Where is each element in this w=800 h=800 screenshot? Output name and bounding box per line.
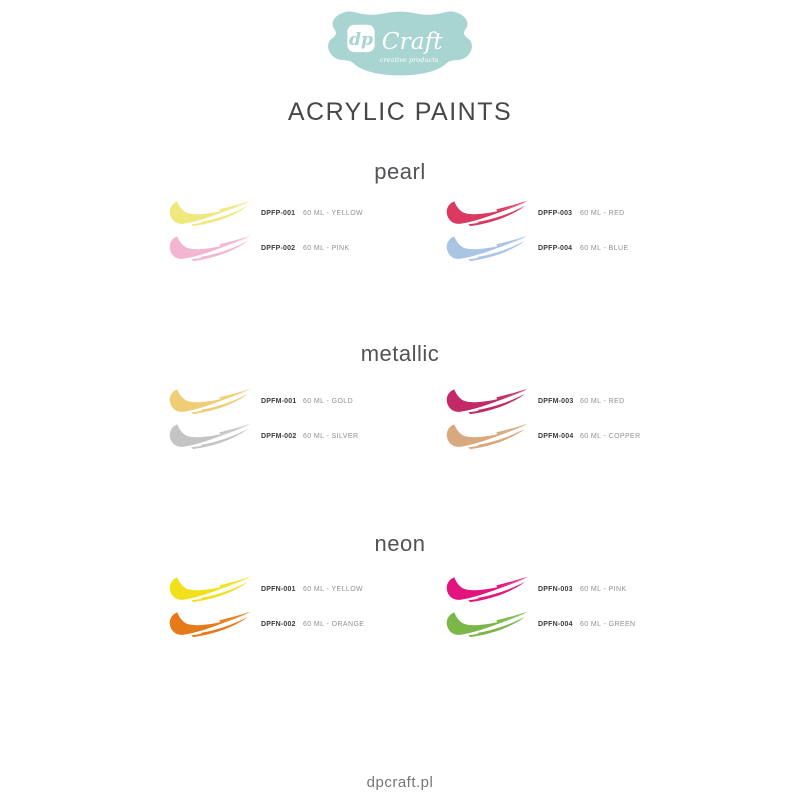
logo-name-text: Craft: [381, 28, 443, 56]
paint-swatch-icon: [445, 610, 529, 640]
product-code: DPFN-002: [261, 621, 296, 628]
product-desc: 60 ML - ORANGE: [303, 621, 365, 628]
product-desc: 60 ML - YELLOW: [303, 210, 364, 217]
paint-item: [168, 420, 445, 453]
section-neon: [0, 531, 800, 641]
paint-swatch-icon: [445, 422, 529, 452]
product-desc: 60 ML - COPPER: [580, 433, 641, 440]
paint-swatch-icon: [445, 199, 529, 229]
product-code: DPFM-002: [261, 433, 297, 440]
logo-dp-text: dp: [348, 30, 374, 51]
swatch-grid: [168, 385, 800, 453]
paint-swatch-icon: [168, 387, 252, 417]
product-desc: 60 ML - GOLD: [303, 398, 354, 405]
swatch-grid: [168, 573, 800, 641]
paint-swatch-icon: [168, 610, 252, 640]
paint-item: [168, 197, 445, 230]
paint-swatch-icon: [445, 387, 529, 417]
paint-item: [445, 608, 685, 641]
product-desc: 60 ML - YELLOW: [303, 586, 364, 593]
section-title: neon: [374, 531, 426, 556]
product-desc: 60 ML - RED: [580, 398, 625, 405]
product-desc: 60 ML - GREEN: [580, 621, 636, 628]
product-desc: 60 ML - PINK: [580, 586, 627, 593]
logo-tagline-text: creative products: [379, 56, 439, 65]
paint-swatch-icon: [168, 199, 252, 229]
product-code: DPFP-002: [261, 245, 296, 252]
paint-item: [168, 608, 445, 641]
paint-item: [168, 232, 445, 265]
paint-item: [445, 573, 685, 606]
paint-swatch-icon: [168, 422, 252, 452]
product-code: DPFN-001: [261, 586, 296, 593]
footer-website: dpcraft.pl: [366, 774, 434, 791]
brand-badge-icon: [324, 6, 476, 82]
product-desc: 60 ML - RED: [580, 210, 625, 217]
paint-item: [445, 420, 685, 453]
section-metallic: [0, 341, 800, 453]
product-code: DPFP-001: [261, 210, 296, 217]
product-code: DPFP-003: [538, 210, 573, 217]
product-code: DPFM-001: [261, 398, 297, 405]
product-desc: 60 ML - PINK: [303, 245, 350, 252]
paint-swatch-icon: [168, 575, 252, 605]
page-title: ACRYLIC PAINTS: [287, 98, 513, 126]
paint-swatch-icon: [445, 234, 529, 264]
product-code: DPFN-003: [538, 586, 573, 593]
paint-item: [168, 573, 445, 606]
product-desc: 60 ML - BLUE: [580, 245, 629, 252]
section-title: pearl: [374, 159, 426, 184]
paint-swatch-icon: [445, 575, 529, 605]
product-code: DPFM-003: [538, 398, 574, 405]
paint-item: [168, 385, 445, 418]
product-code: DPFM-004: [538, 433, 574, 440]
product-code: DPFP-004: [538, 245, 573, 252]
paint-item: [445, 197, 685, 230]
product-desc: 60 ML - SILVER: [303, 433, 359, 440]
paint-swatch-icon: [168, 234, 252, 264]
paint-item: [445, 385, 685, 418]
section-pearl: [0, 159, 800, 265]
paint-item: [445, 232, 685, 265]
section-title: metallic: [360, 341, 440, 366]
product-code: DPFN-004: [538, 621, 573, 628]
brand-logo: [0, 0, 800, 82]
swatch-grid: [168, 197, 800, 265]
